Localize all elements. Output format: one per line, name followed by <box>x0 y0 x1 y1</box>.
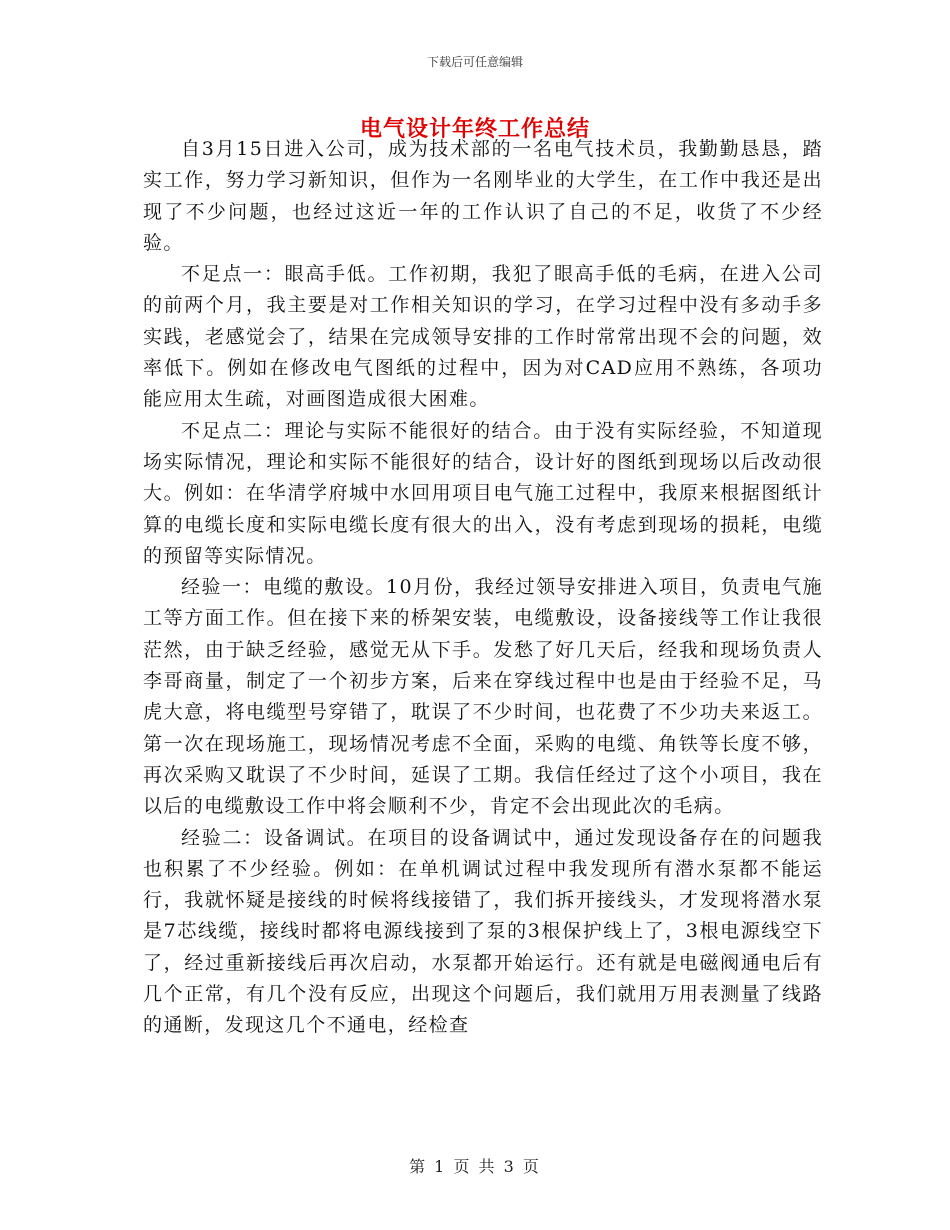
paragraph-experience-1: 经验一：电缆的敷设。10月份，我经过领导安排进入项目，负责电气施工等方面工作。但在接下来的桥架安装，电缆敷设，设备接线等工作让我很茫然，由于缺乏经验，感觉无从下手。发愁了好几天后，经我和现场负责人李哥商量，制定了一个初步方案，后来在穿线过程中也是由于经验不足，马虎大意，将电缆型号穿错了，耽误了不少时间，也花费了不少功夫来返工。第一次在现场施工，现场情况考虑不全面，采购的电缆、角铁等长度不够，再次采购又耽误了不少时间，延误了工期。我信任经过了这个小项目，我在以后的电缆敷设工作中将会顺利不少，肯定不会出现此次的毛病。 <box>143 576 823 818</box>
document-body <box>143 134 823 1042</box>
page-footer: 第 1 页 共 3 页 <box>409 1157 541 1176</box>
paragraph-shortcoming-2: 不足点二：理论与实际不能很好的结合。由于没有实际经验，不知道现场实际情况，理论和实际不能很好的结合，设计好的图纸到现场以后改动很大。例如：在华清学府城中水回用项目电气施工过程中，我原来根据图纸计算的电缆长度和实际电缆长度有很大的出入，没有考虑到现场的损耗，电缆的预留等实际情况。 <box>143 419 823 567</box>
paragraph-shortcoming-1: 不足点一：眼高手低。工作初期，我犯了眼高手低的毛病，在进入公司的前两个月，我主要是对工作相关知识的学习，在学习过程中没有多动手多实践，老感觉会了，结果在完成领导安排的工作时常常出现不会的问题，效率低下。例如在修改电气图纸的过程中，因为对CAD应用不熟练，各项功能应用太生疏，对画图造成很大困难。 <box>143 263 823 411</box>
paragraph-experience-2: 经验二：设备调试。在项目的设备调试中，通过发现设备存在的问题我也积累了不少经验。例如：在单机调试过程中我发现所有潜水泵都不能运行，我就怀疑是接线的时候将线接错了，我们拆开接线头，才发现将潜水泵是7芯线缆，接线时都将电源线接到了泵的3根保护线上了，3根电源线空下了，经过重新接线后再次启动，水泵都开始运行。还有就是电磁阀通电后有几个正常，有几个没有反应，出现这个问题后，我们就用万用表测量了线路的通断，发现这几个不通电，经检查 <box>143 826 823 1037</box>
header-note: 下载后可任意编辑 <box>426 55 523 69</box>
paragraph-intro: 自3月15日进入公司，成为技术部的一名电气技术员，我勤勤恳恳，踏实工作，努力学习新知识，但作为一名刚毕业的大学生，在工作中我还是出现了不少问题，也经过这近一年的工作认识了自己的不足，收货了不少经验。 <box>143 138 823 254</box>
document-title: 电气设计年终工作总结 <box>359 116 590 142</box>
